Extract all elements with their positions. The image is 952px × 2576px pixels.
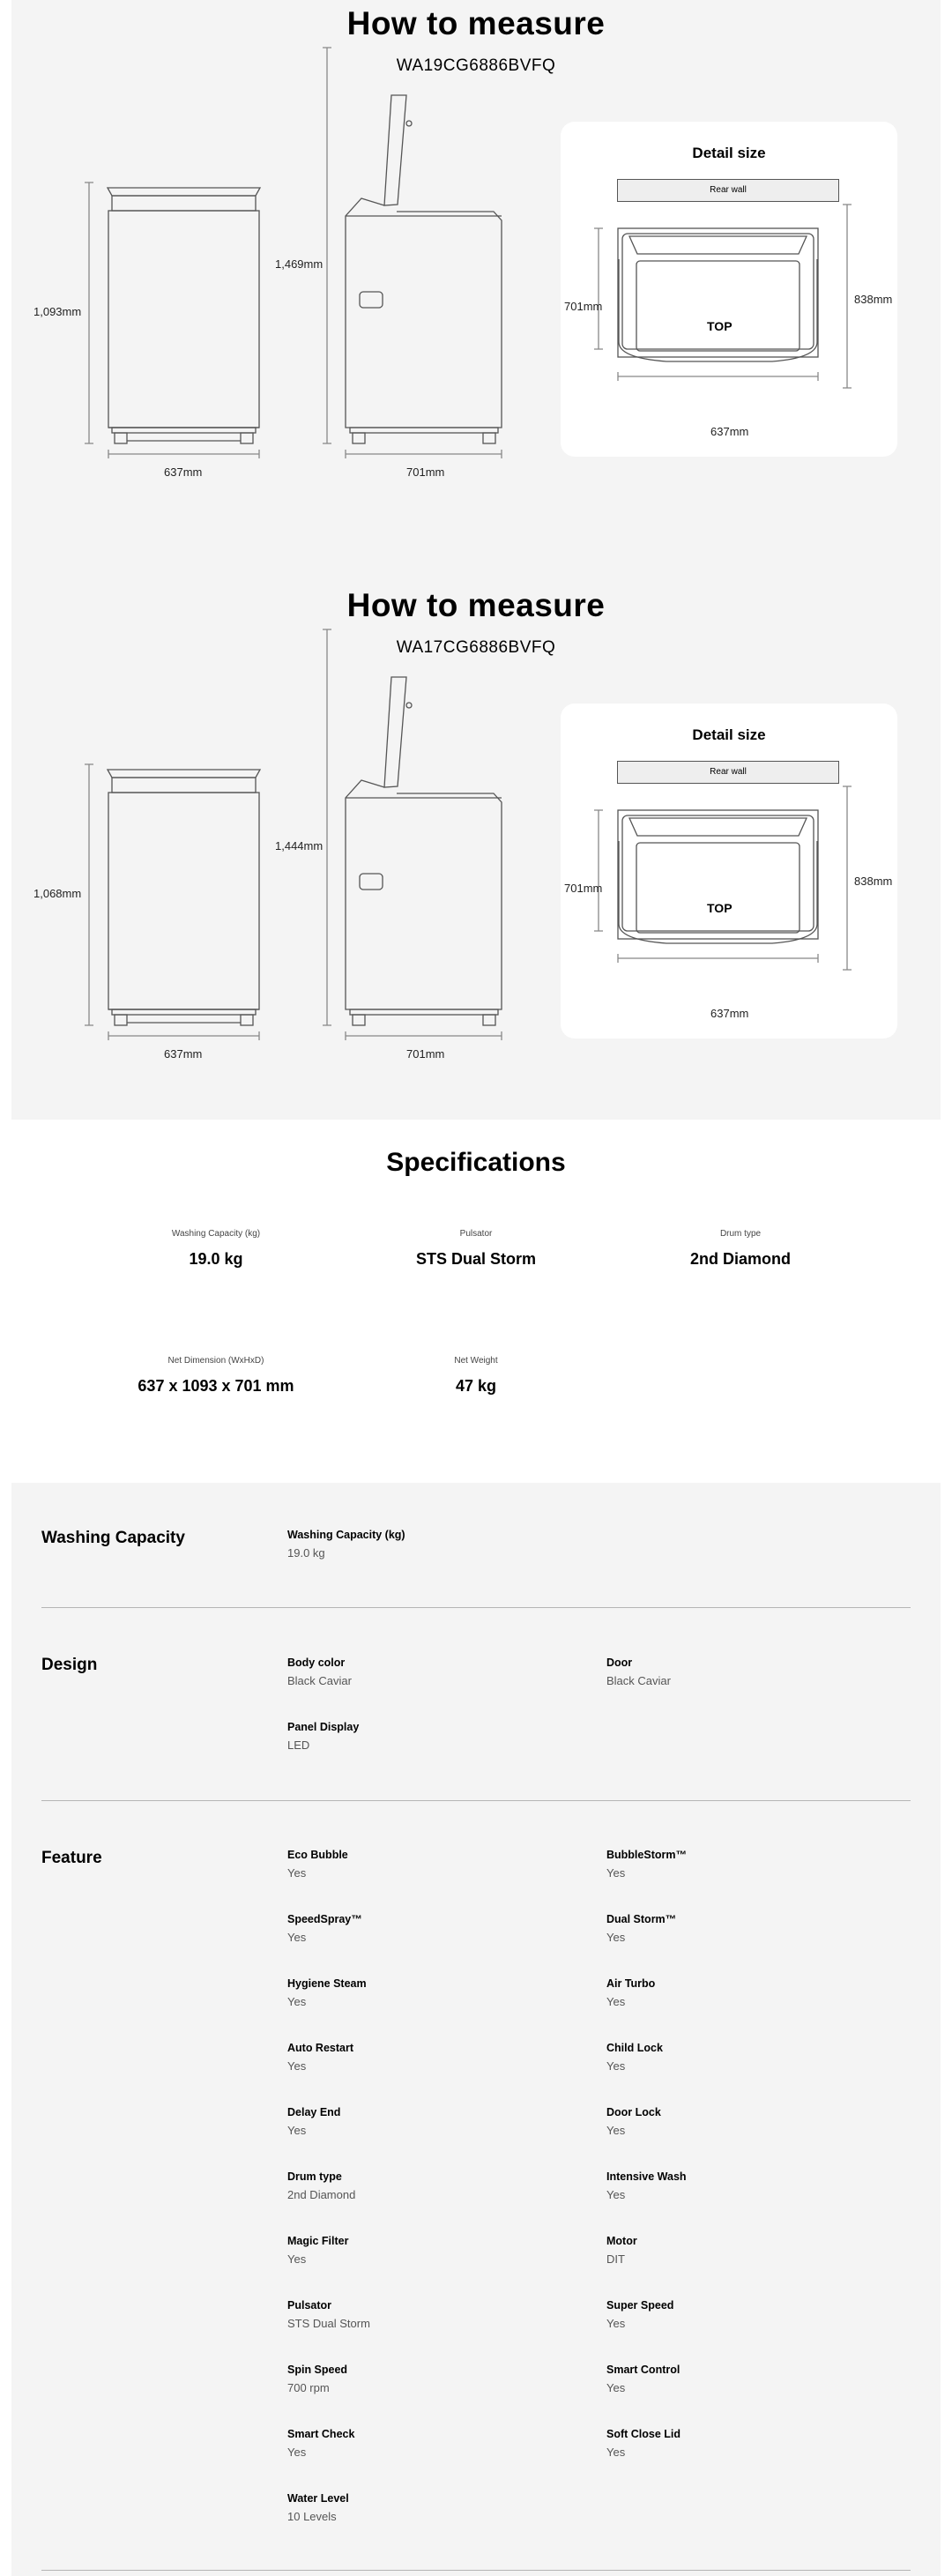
spec-group-title: Feature xyxy=(41,1849,102,1867)
spec-attribute-value: Black Caviar xyxy=(606,1674,671,1687)
spec-attribute-name: Super Speed xyxy=(606,2299,674,2312)
spec-group-title: Design xyxy=(41,1656,98,1674)
spec-attribute xyxy=(287,2170,552,2201)
spec-attribute xyxy=(606,2364,871,2394)
detail-bottom-label: 637mm xyxy=(710,1007,749,1020)
side-depth-label: 701mm xyxy=(406,465,445,479)
spec-attribute-value: Yes xyxy=(606,2059,626,2073)
spec-attribute-name: Smart Check xyxy=(287,2428,355,2440)
top-label: TOP xyxy=(707,319,733,333)
spec-attribute xyxy=(287,2042,552,2073)
measure-title: How to measure xyxy=(346,587,606,623)
spec-attribute xyxy=(287,2492,552,2523)
spec-summary-item xyxy=(608,1229,873,1269)
spec-attribute xyxy=(287,2235,552,2266)
top-view-drawing xyxy=(561,122,897,457)
spec-attribute-name: Body color xyxy=(287,1657,346,1669)
measure-section-1 xyxy=(0,0,952,564)
spec-attribute xyxy=(606,2042,871,2073)
spec-attribute xyxy=(606,1657,871,1687)
detail-size-card xyxy=(561,122,897,457)
spec-attribute xyxy=(606,1849,871,1880)
spec-attribute xyxy=(287,1529,552,1560)
spec-attribute-name: Door xyxy=(606,1657,633,1669)
spec-attribute-value: Yes xyxy=(606,1995,626,2008)
spec-summary-item xyxy=(84,1356,348,1396)
model-code: WA19CG6886BVFQ xyxy=(396,56,556,75)
group-divider xyxy=(41,1800,911,1801)
side-height-label: 1,444mm xyxy=(275,839,324,852)
spec-attribute-name: Auto Restart xyxy=(287,2042,354,2054)
spec-summary-label: Net Weight xyxy=(454,1356,498,1366)
spec-attribute-value: Yes xyxy=(287,2252,307,2266)
spec-attribute-value: Yes xyxy=(606,2381,626,2394)
spec-attribute-value: Yes xyxy=(606,1931,626,1944)
spec-attribute-value: 10 Levels xyxy=(287,2510,337,2523)
spec-attribute-name: Dual Storm™ xyxy=(606,1913,677,1925)
spec-attribute-value: Black Caviar xyxy=(287,1674,352,1687)
front-width-label: 637mm xyxy=(164,1047,203,1061)
spec-attribute xyxy=(287,2364,552,2394)
spec-attribute-name: Motor xyxy=(606,2235,637,2247)
spec-attribute xyxy=(287,1977,552,2008)
spec-summary-value: 2nd Diamond xyxy=(689,1250,791,1268)
detail-size-card xyxy=(561,704,897,1039)
detail-right-label: 838mm xyxy=(854,875,893,888)
top-view-drawing xyxy=(561,704,897,1039)
spec-attribute xyxy=(606,2170,871,2201)
spec-attribute-value: 19.0 kg xyxy=(287,1546,325,1560)
measure-title: How to measure xyxy=(346,5,606,41)
spec-summary-value: STS Dual Storm xyxy=(415,1250,537,1268)
spec-attribute-value: Yes xyxy=(606,2124,626,2137)
spec-attribute-name: Smart Control xyxy=(606,2364,681,2376)
spec-attribute-name: Eco Bubble xyxy=(287,1849,348,1861)
spec-attribute-name: Drum type xyxy=(287,2170,342,2183)
spec-attribute-value: Yes xyxy=(606,2188,626,2201)
spec-attribute-name: Hygiene Steam xyxy=(287,1977,367,1990)
spec-attribute xyxy=(287,1849,552,1880)
model-code: WA17CG6886BVFQ xyxy=(396,638,556,657)
spec-attribute-value: Yes xyxy=(287,2124,307,2137)
front-width-label: 637mm xyxy=(164,465,203,479)
spec-attribute xyxy=(606,2428,871,2459)
detail-bottom-label: 637mm xyxy=(710,425,749,438)
spec-summary-label: Pulsator xyxy=(459,1229,493,1239)
spec-attribute-value: Yes xyxy=(606,1866,626,1880)
spec-attribute xyxy=(287,2428,552,2459)
spec-attribute xyxy=(606,1977,871,2008)
front-height-label: 1,068mm xyxy=(33,887,82,900)
spec-summary-label: Washing Capacity (kg) xyxy=(171,1229,261,1239)
spec-attribute-name: Door Lock xyxy=(606,2106,661,2118)
spec-attribute xyxy=(287,1657,552,1687)
front-height-label: 1,093mm xyxy=(33,305,82,318)
spec-attribute-name: Air Turbo xyxy=(606,1977,656,1990)
spec-attribute-value: DIT xyxy=(606,2252,625,2266)
side-depth-label: 701mm xyxy=(406,1047,445,1061)
spec-attribute-name: Water Level xyxy=(287,2492,349,2505)
rear-wall-label: Rear wall xyxy=(617,179,839,202)
spec-attribute-value: Yes xyxy=(606,2446,626,2459)
rear-wall-label: Rear wall xyxy=(617,761,839,784)
spec-attribute xyxy=(606,2235,871,2266)
spec-attribute-value: Yes xyxy=(287,1995,307,2008)
spec-list-background xyxy=(11,1483,941,2576)
spec-attribute xyxy=(606,1913,871,1944)
spec-attribute xyxy=(287,1721,552,1752)
spec-attribute-name: Pulsator xyxy=(287,2299,332,2312)
spec-summary-value: 637 x 1093 x 701 mm xyxy=(138,1377,294,1395)
spec-summary-item xyxy=(344,1356,608,1396)
spec-summary-label: Net Dimension (WxHxD) xyxy=(167,1356,264,1366)
spec-attribute-value: STS Dual Storm xyxy=(287,2317,370,2330)
spec-attribute-name: Intensive Wash xyxy=(606,2170,687,2183)
spec-summary-value: 47 kg xyxy=(455,1377,497,1395)
spec-attribute xyxy=(606,2299,871,2330)
spec-attribute-name: Panel Display xyxy=(287,1721,360,1733)
spec-attribute-name: Magic Filter xyxy=(287,2235,349,2247)
spec-attribute-name: Child Lock xyxy=(606,2042,663,2054)
spec-group-title: Washing Capacity xyxy=(41,1529,185,1547)
spec-attribute-name: Delay End xyxy=(287,2106,341,2118)
top-label: TOP xyxy=(707,901,733,915)
group-divider xyxy=(41,2570,911,2571)
group-divider xyxy=(41,1607,911,1608)
spec-attribute-value: LED xyxy=(287,1738,310,1752)
specifications-title: Specifications xyxy=(386,1148,566,1177)
spec-attribute-name: Washing Capacity (kg) xyxy=(287,1529,405,1541)
spec-attribute-value: Yes xyxy=(287,2446,307,2459)
spec-attribute xyxy=(606,2106,871,2137)
spec-attribute xyxy=(287,2299,552,2330)
spec-attribute-value: Yes xyxy=(287,1931,307,1944)
spec-attribute-name: Soft Close Lid xyxy=(606,2428,681,2440)
detail-left-label: 701mm xyxy=(564,300,603,313)
detail-size-title: Detail size xyxy=(692,726,766,743)
detail-left-label: 701mm xyxy=(564,882,603,895)
spec-summary-value: 19.0 kg xyxy=(189,1250,243,1268)
spec-attribute-value: Yes xyxy=(287,2059,307,2073)
side-height-label: 1,469mm xyxy=(275,257,324,271)
detail-right-label: 838mm xyxy=(854,293,893,306)
spec-summary-label: Drum type xyxy=(719,1229,762,1239)
spec-attribute-name: Spin Speed xyxy=(287,2364,348,2376)
detail-size-title: Detail size xyxy=(692,145,766,161)
spec-attribute xyxy=(287,2106,552,2137)
spec-attribute-value: 2nd Diamond xyxy=(287,2188,356,2201)
spec-attribute xyxy=(287,1913,552,1944)
spec-attribute-value: Yes xyxy=(287,1866,307,1880)
spec-attribute-value: 700 rpm xyxy=(287,2381,330,2394)
spec-attribute-name: BubbleStorm™ xyxy=(606,1849,687,1861)
spec-summary-item xyxy=(344,1229,608,1269)
spec-attribute-name: SpeedSpray™ xyxy=(287,1913,362,1925)
spec-summary-item xyxy=(84,1229,348,1269)
measure-section-2 xyxy=(0,582,952,1146)
spec-attribute-value: Yes xyxy=(606,2317,626,2330)
